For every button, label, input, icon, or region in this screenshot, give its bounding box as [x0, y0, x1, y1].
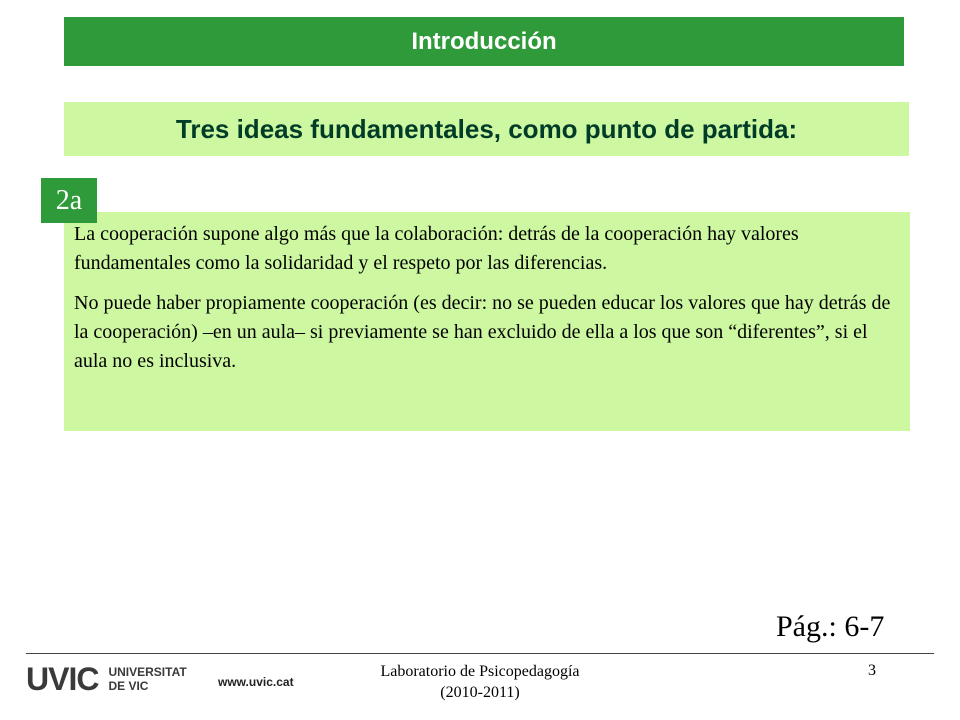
page-number: 3: [868, 662, 876, 679]
logo-line-2: DE VIC: [108, 678, 149, 693]
uvic-logo: [26, 661, 187, 698]
subtitle-bar: [64, 102, 909, 156]
page-reference: Pág.: 6-7: [776, 610, 885, 643]
item-badge: [41, 178, 97, 223]
logo-mark: UVIC: [26, 661, 99, 697]
footer-line-1: Laboratorio de Psicopedagogía: [380, 663, 580, 680]
content-box: [64, 212, 910, 431]
footer-divider: [26, 653, 934, 654]
footer-line-2: (2010-2011): [440, 683, 520, 701]
logo-text: [108, 666, 186, 692]
paragraph-1: La cooperación supone algo más que la colaboración: detrás de la cooperación hay valores fundamentales como la solidaridad y el respeto por las diferencias.: [74, 223, 799, 274]
website-link[interactable]: www.uvic.cat: [218, 675, 294, 689]
badge-label: 2a: [55, 184, 83, 216]
section-title: Introducción: [411, 27, 557, 55]
slide-subtitle: Tres ideas fundamentales, como punto de partida:: [175, 113, 798, 144]
section-header: [64, 17, 904, 66]
paragraph-2: No puede haber propiamente cooperación (es decir: no se pueden educar los valores que hay detrás de la cooperación) –en un aula– si previamente se han excluido de ella a los que son “diferentes”, si el aula no es inclusiva.: [74, 292, 891, 372]
logo-line-1: UNIVERSITAT: [108, 665, 187, 680]
footer-center: [300, 662, 660, 704]
